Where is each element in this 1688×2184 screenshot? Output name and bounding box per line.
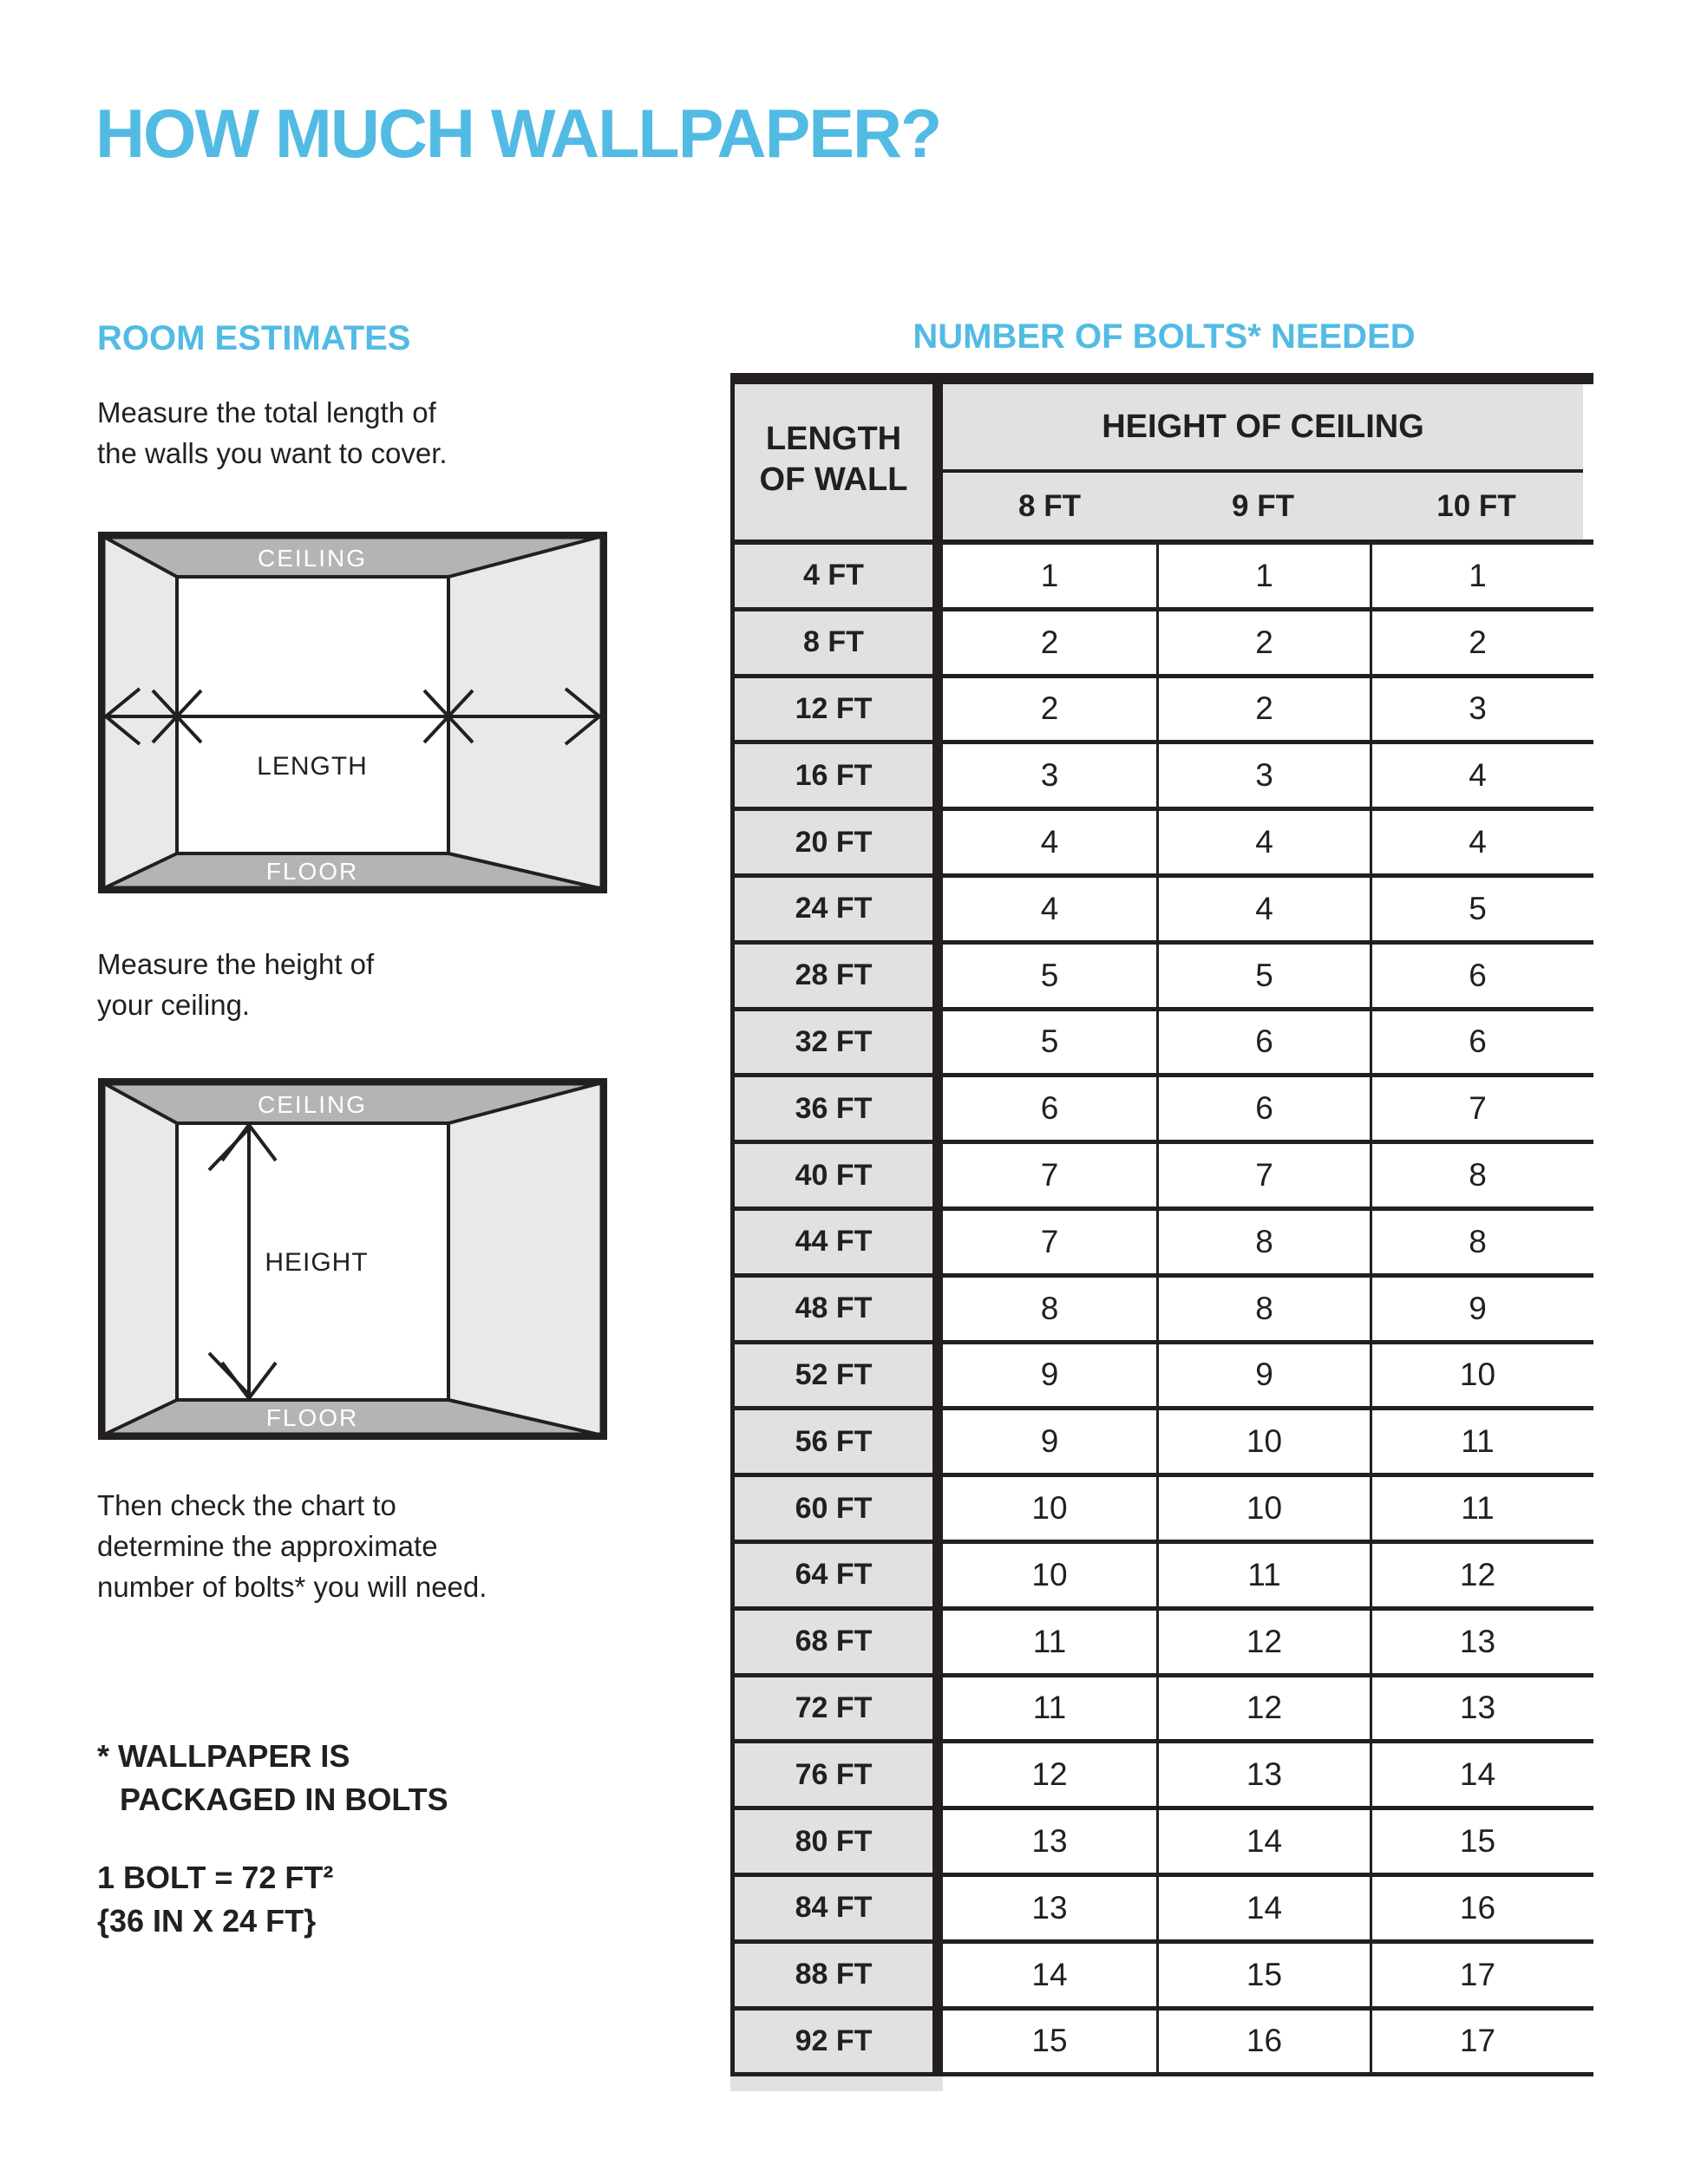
table-row xyxy=(735,545,1593,611)
row-label-cell: 4 FT xyxy=(735,545,943,607)
footnote-line1: * WALLPAPER IS xyxy=(97,1738,350,1774)
value-cell: 15 xyxy=(1370,1810,1583,1873)
value-cell: 15 xyxy=(943,2011,1156,2073)
value-cell: 1 xyxy=(1156,545,1370,607)
table-row xyxy=(735,1877,1593,1944)
value-cell: 7 xyxy=(1156,1144,1370,1206)
table-top-bar xyxy=(730,373,1593,384)
value-cell: 2 xyxy=(943,611,1156,674)
right-wall-panel xyxy=(448,536,603,889)
row-label-cell: 28 FT xyxy=(735,945,943,1007)
instruction-chart-line2: determine the approximate xyxy=(97,1530,438,1562)
bolts-table xyxy=(730,373,1589,2091)
value-cell: 6 xyxy=(1156,1077,1370,1140)
page-title: HOW MUCH WALLPAPER? xyxy=(95,95,941,172)
instruction-height xyxy=(97,944,374,1025)
value-cell: 13 xyxy=(1370,1611,1583,1673)
value-cell: 13 xyxy=(943,1877,1156,1939)
table-row xyxy=(735,1344,1593,1411)
value-cell: 12 xyxy=(1156,1611,1370,1673)
instruction-chart-line3: number of bolts* you will need. xyxy=(97,1571,487,1603)
value-cell: 5 xyxy=(943,1011,1156,1074)
row-label-cell: 20 FT xyxy=(735,811,943,873)
row-label-cell: 84 FT xyxy=(735,1877,943,1939)
room-length-diagram xyxy=(98,532,607,898)
row-label-cell: 76 FT xyxy=(735,1743,943,1806)
instruction-height-line1: Measure the height of xyxy=(97,948,375,980)
instruction-length-line2: the walls you want to cover. xyxy=(97,437,448,469)
table-row xyxy=(735,1944,1593,2011)
value-cell: 3 xyxy=(1370,678,1583,741)
table-row xyxy=(735,1477,1593,1544)
table-row xyxy=(735,744,1593,811)
table-row xyxy=(735,1677,1593,1744)
value-cell: 10 xyxy=(943,1544,1156,1606)
left-wall-panel xyxy=(102,536,177,889)
row-label-cell: 24 FT xyxy=(735,878,943,940)
value-cell: 3 xyxy=(1156,744,1370,807)
value-cell: 1 xyxy=(1370,545,1583,607)
row-label-cell: 32 FT xyxy=(735,1011,943,1074)
value-cell: 6 xyxy=(943,1077,1156,1140)
room-length-diagram-svg xyxy=(98,532,607,893)
value-cell: 16 xyxy=(1370,1877,1583,1939)
value-cell: 10 xyxy=(1156,1410,1370,1473)
table-row xyxy=(735,878,1593,945)
instruction-length xyxy=(97,392,448,474)
table-row xyxy=(735,1810,1593,1877)
row-label-cell: 52 FT xyxy=(735,1344,943,1407)
value-cell: 8 xyxy=(1370,1211,1583,1273)
ceiling-columns xyxy=(943,473,1583,539)
value-cell: 7 xyxy=(943,1211,1156,1273)
row-label-cell: 40 FT xyxy=(735,1144,943,1206)
length-of-wall-header xyxy=(735,384,943,539)
value-cell: 14 xyxy=(1156,1877,1370,1939)
value-cell: 8 xyxy=(943,1278,1156,1340)
room-height-diagram-svg xyxy=(98,1078,607,1440)
length-label: LENGTH xyxy=(257,752,368,781)
value-cell: 13 xyxy=(1370,1677,1583,1740)
table-row xyxy=(735,1410,1593,1477)
table-row xyxy=(735,1211,1593,1278)
wallpaper-footnote xyxy=(97,1735,448,1821)
table-frame xyxy=(730,384,1593,2076)
value-cell: 14 xyxy=(1370,1743,1583,1806)
value-cell: 4 xyxy=(1370,811,1583,873)
value-cell: 5 xyxy=(1156,945,1370,1007)
table-row xyxy=(735,1011,1593,1078)
row-label-cell: 8 FT xyxy=(735,611,943,674)
value-cell: 3 xyxy=(943,744,1156,807)
row-label-cell: 80 FT xyxy=(735,1810,943,1873)
row-label-cell: 68 FT xyxy=(735,1611,943,1673)
value-cell: 8 xyxy=(1156,1278,1370,1340)
column-header-10ft: 10 FT xyxy=(1436,488,1516,523)
column-header-8ft: 8 FT xyxy=(1018,488,1081,523)
value-cell: 4 xyxy=(1156,811,1370,873)
table-row xyxy=(735,945,1593,1011)
bolts-needed-heading: NUMBER OF BOLTS* NEEDED xyxy=(913,317,1416,356)
table-row xyxy=(735,2011,1593,2077)
table-row xyxy=(735,611,1593,678)
instruction-length-line1: Measure the total length of xyxy=(97,396,436,428)
value-cell: 11 xyxy=(1370,1410,1583,1473)
value-cell: 13 xyxy=(943,1810,1156,1873)
value-cell: 9 xyxy=(943,1410,1156,1473)
value-cell: 14 xyxy=(943,1944,1156,2006)
floor-label: FLOOR xyxy=(265,858,359,885)
value-cell: 1 xyxy=(943,545,1156,607)
value-cell: 2 xyxy=(1370,611,1583,674)
value-cell: 5 xyxy=(1370,878,1583,940)
value-cell: 10 xyxy=(1156,1477,1370,1540)
column-header-9ft: 9 FT xyxy=(1232,488,1294,523)
table-left-column-stub xyxy=(730,2076,943,2091)
left-wall-panel xyxy=(102,1082,177,1435)
value-cell: 15 xyxy=(1156,1944,1370,2006)
height-of-ceiling-header: HEIGHT OF CEILING xyxy=(943,384,1583,473)
room-height-diagram xyxy=(98,1078,607,1444)
row-label-cell: 44 FT xyxy=(735,1211,943,1273)
value-cell: 2 xyxy=(1156,611,1370,674)
row-label-cell: 72 FT xyxy=(735,1677,943,1740)
row-label-cell: 60 FT xyxy=(735,1477,943,1540)
table-header xyxy=(735,384,1593,545)
value-cell: 7 xyxy=(943,1144,1156,1206)
table-row xyxy=(735,1144,1593,1211)
ceiling-label: CEILING xyxy=(257,545,368,572)
row-label-cell: 64 FT xyxy=(735,1544,943,1606)
value-cell: 11 xyxy=(1156,1544,1370,1606)
table-row xyxy=(735,1743,1593,1810)
value-cell: 16 xyxy=(1156,2011,1370,2073)
value-cell: 2 xyxy=(1156,678,1370,741)
value-cell: 11 xyxy=(1370,1477,1583,1540)
bolt-info xyxy=(97,1856,333,1943)
footnote-line2: PACKAGED IN BOLTS xyxy=(120,1782,448,1817)
value-cell: 17 xyxy=(1370,1944,1583,2006)
table-row xyxy=(735,1544,1593,1611)
value-cell: 11 xyxy=(943,1677,1156,1740)
value-cell: 10 xyxy=(943,1477,1156,1540)
height-label: HEIGHT xyxy=(265,1248,369,1277)
value-cell: 13 xyxy=(1156,1743,1370,1806)
row-label-cell: 16 FT xyxy=(735,744,943,807)
value-cell: 12 xyxy=(1156,1677,1370,1740)
value-cell: 8 xyxy=(1370,1144,1583,1206)
value-cell: 10 xyxy=(1370,1344,1583,1407)
value-cell: 6 xyxy=(1156,1011,1370,1074)
table-row xyxy=(735,1278,1593,1344)
value-cell: 12 xyxy=(1370,1544,1583,1606)
value-cell: 11 xyxy=(943,1611,1156,1673)
ceiling-label: CEILING xyxy=(257,1091,368,1118)
bolt-equation: 1 BOLT = 72 FT² xyxy=(97,1860,334,1895)
value-cell: 4 xyxy=(943,811,1156,873)
instruction-chart xyxy=(97,1485,487,1607)
value-cell: 8 xyxy=(1156,1211,1370,1273)
instruction-height-line2: your ceiling. xyxy=(97,989,251,1021)
value-cell: 4 xyxy=(1370,744,1583,807)
length-of-wall-line2: OF WALL xyxy=(759,461,908,498)
row-label-cell: 56 FT xyxy=(735,1410,943,1473)
value-cell: 17 xyxy=(1370,2011,1583,2073)
table-row xyxy=(735,1077,1593,1144)
value-cell: 14 xyxy=(1156,1810,1370,1873)
bolt-dimensions: {36 IN X 24 FT} xyxy=(97,1903,317,1939)
height-of-ceiling-zone xyxy=(943,384,1583,539)
table-row xyxy=(735,1611,1593,1677)
row-label-cell: 36 FT xyxy=(735,1077,943,1140)
row-label-cell: 88 FT xyxy=(735,1944,943,2006)
right-wall-panel xyxy=(448,1082,603,1435)
value-cell: 4 xyxy=(1156,878,1370,940)
value-cell: 6 xyxy=(1370,945,1583,1007)
value-cell: 9 xyxy=(1370,1278,1583,1340)
value-cell: 9 xyxy=(1156,1344,1370,1407)
value-cell: 12 xyxy=(943,1743,1156,1806)
row-label-cell: 12 FT xyxy=(735,678,943,741)
table-row xyxy=(735,811,1593,878)
value-cell: 5 xyxy=(943,945,1156,1007)
table-rows xyxy=(735,545,1593,2076)
row-label-cell: 92 FT xyxy=(735,2011,943,2073)
value-cell: 7 xyxy=(1370,1077,1583,1140)
value-cell: 4 xyxy=(943,878,1156,940)
value-cell: 6 xyxy=(1370,1011,1583,1074)
room-estimates-heading: ROOM ESTIMATES xyxy=(97,319,411,357)
instruction-chart-line1: Then check the chart to xyxy=(97,1489,396,1521)
value-cell: 2 xyxy=(943,678,1156,741)
length-of-wall-line1: LENGTH xyxy=(765,420,902,457)
floor-label: FLOOR xyxy=(265,1404,359,1431)
row-label-cell: 48 FT xyxy=(735,1278,943,1340)
value-cell: 9 xyxy=(943,1344,1156,1407)
table-row xyxy=(735,678,1593,745)
